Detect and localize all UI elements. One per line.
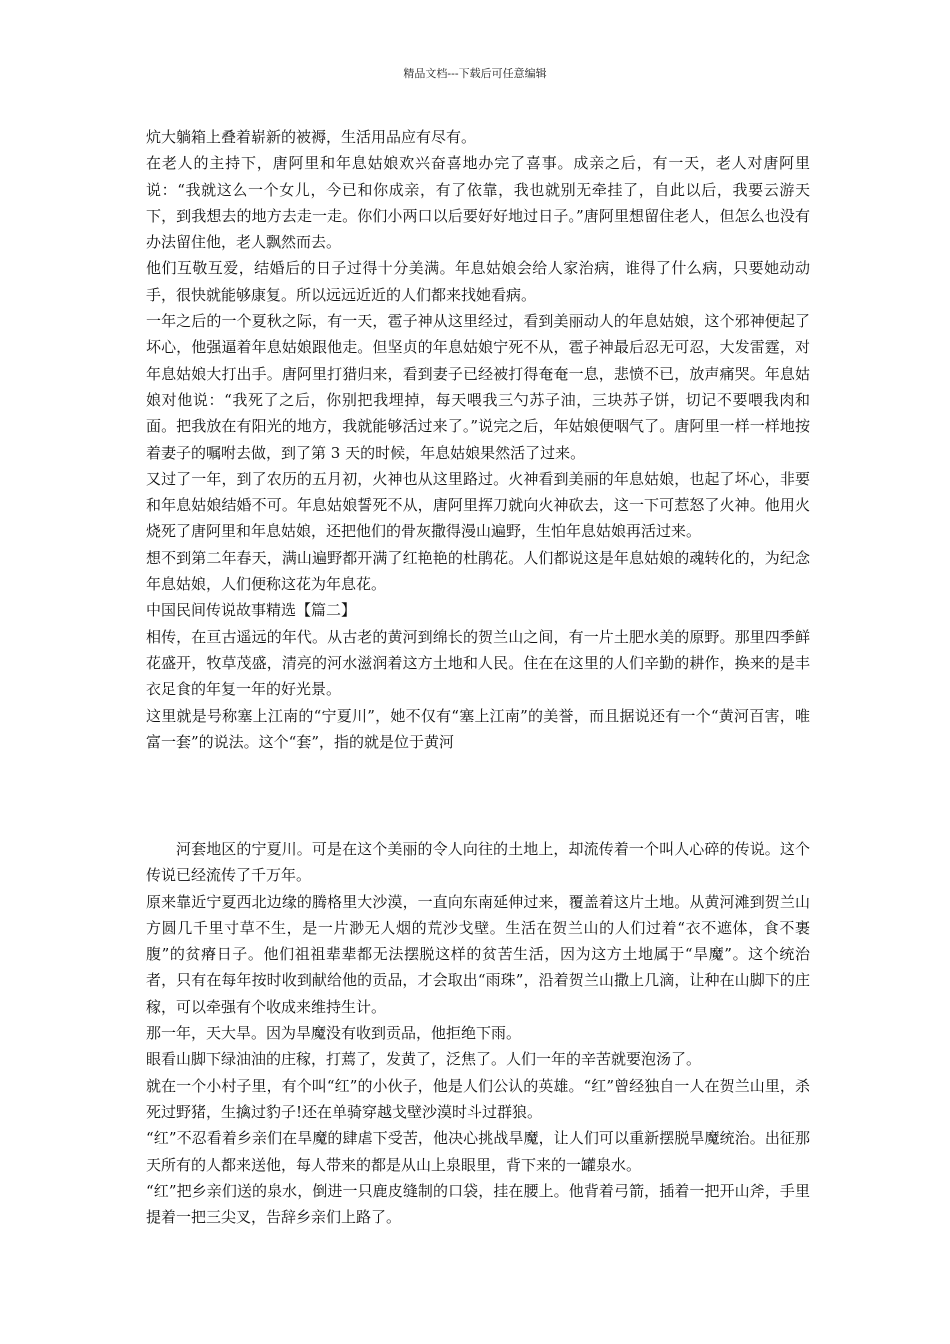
- paragraph: 想不到第二年春天，满山遍野都开满了红艳艳的杜鹃花。人们都说这是年息姑娘的魂转化的，为纪念年息姑娘，人们便称这花为年息花。: [146, 548, 810, 594]
- paragraph: 又过了一年，到了农历的五月初，火神也从这里路过。火神看到美丽的年息姑娘，也起了坏心，非要和年息姑娘结婚不可。年息姑娘誓死不从，唐阿里挥刀就向火神砍去，这一下可惹怒了火神。他用火烧死了唐阿里和年息姑娘，还把他们的骨灰撒得漫山遍野，生怕年息姑娘再活过来。: [146, 469, 810, 541]
- paragraph: “红”不忍看着乡亲们在旱魔的肆虐下受苦，他决心挑战旱魔，让人们可以重新摆脱旱魔统治。出征那天所有的人都来送他，每人带来的都是从山上泉眼里，背下来的一罐泉水。: [146, 1129, 810, 1174]
- page-header: 精品文档---下载后可任意编辑: [403, 67, 547, 80]
- paragraph: 他们互敬互爱，结婚后的日子过得十分美满。年息姑娘会给人家治病，谁得了什么病，只要她动动手，很快就能够康复。所以远远近近的人们都来找她看病。: [146, 259, 810, 304]
- paragraph: 就在一个小村子里，有个叫“红”的小伙子，他是人们公认的英雄。“红”曾经独自一人在贺兰山里，杀死过野猪，生擒过豹子!还在单骑穿越戈壁沙漠时斗过群狼。: [146, 1076, 810, 1121]
- text-block-1: [146, 124, 810, 755]
- text-block-2: [146, 836, 810, 1230]
- paragraph: “红”把乡亲们送的泉水，倒进一只鹿皮缝制的口袋，挂在腰上。他背着弓箭，插着一把开山斧，手里提着一把三尖叉，告辞乡亲们上路了。: [146, 1181, 810, 1227]
- paragraph: 在老人的主持下，唐阿里和年息姑娘欢兴奋喜地办完了喜事。成亲之后，有一天，老人对唐阿里说：“我就这么一个女儿，今已和你成亲，有了依靠，我也就别无牵挂了，自此以后，我要云游天下，到我想去的地方去走一走。你们小两口以后要好好地过日子。”唐阿里想留住老人，但怎么也没有办法留住他，老人飘然而去。: [146, 154, 810, 252]
- paragraph: 眼看山脚下绿油油的庄稼，打蔫了，发黄了，泛焦了。人们一年的辛苦就要泡汤了。: [146, 1050, 702, 1069]
- paragraph: 河套地区的宁夏川。可是在这个美丽的令人向往的土地上，却流传着一个叫人心碎的传说。这个传说已经流传了千万年。: [146, 840, 810, 885]
- paragraph: 那一年，天大旱。因为旱魔没有收到贡品，他拒绝下雨。: [146, 1024, 522, 1043]
- paragraph: 一年之后的一个夏秋之际，有一天，雹子神从这里经过，看到美丽动人的年息姑娘，这个邪神便起了坏心，他强逼着年息姑娘跟他走。但坚贞的年息姑娘宁死不从，雹子神最后忍无可忍，大发雷霆，对年息姑娘大打出手。唐阿里打猎归来，看到妻子已经被打得奄奄一息，悲愤不已，放声痛哭。年息姑娘对他说：“我死了之后，你别把我埋掉，每天喂我三勺苏子油，三块苏子饼，切记不要喂我肉和面。把我放在有阳光的地方，我就能够活过来了。”说完之后，年姑娘便咽气了。唐阿里一样一样地按着妻子的嘱咐去做，到了第 3 天的时候，年息姑娘果然活了过来。: [146, 312, 810, 462]
- paragraph: 相传，在亘古遥远的年代。从古老的黄河到绵长的贺兰山之间，有一片土肥水美的原野。那里四季鲜花盛开，牧草茂盛，清亮的河水滋润着这方土地和人民。住在在这里的人们辛勤的耕作，换来的是丰衣足食的年复一年的好光景。: [146, 627, 810, 699]
- paragraph: 原来靠近宁夏西北边缘的腾格里大沙漠，一直向东南延伸过来，覆盖着这片土地。从黄河滩到贺兰山方圆几千里寸草不生，是一片渺无人烟的荒沙戈壁。生活在贺兰山的人们过着“衣不遮体，食不裹腹”的贫瘠日子。他们祖祖辈辈都无法摆脱这样的贫苦生活，因为这方土地属于“旱魔”。这个统治者，只有在每年按时收到献给他的贡品，才会取出“雨珠”，沿着贺兰山撒上几滴，让种在山脚下的庄稼，可以牵强有个收成来维持生计。: [146, 892, 810, 1016]
- paragraph: 炕大躺箱上叠着崭新的被褥，生活用品应有尽有。: [146, 128, 477, 146]
- paragraph: 这里就是号称塞上江南的“宁夏川”，她不仅有“塞上江南”的美誉，而且据说还有一个“黄河百害，唯富一套”的说法。这个“套”，指的就是位于黄河: [146, 706, 810, 751]
- section-heading: 中国民间传说故事精选【篇二】: [146, 601, 357, 620]
